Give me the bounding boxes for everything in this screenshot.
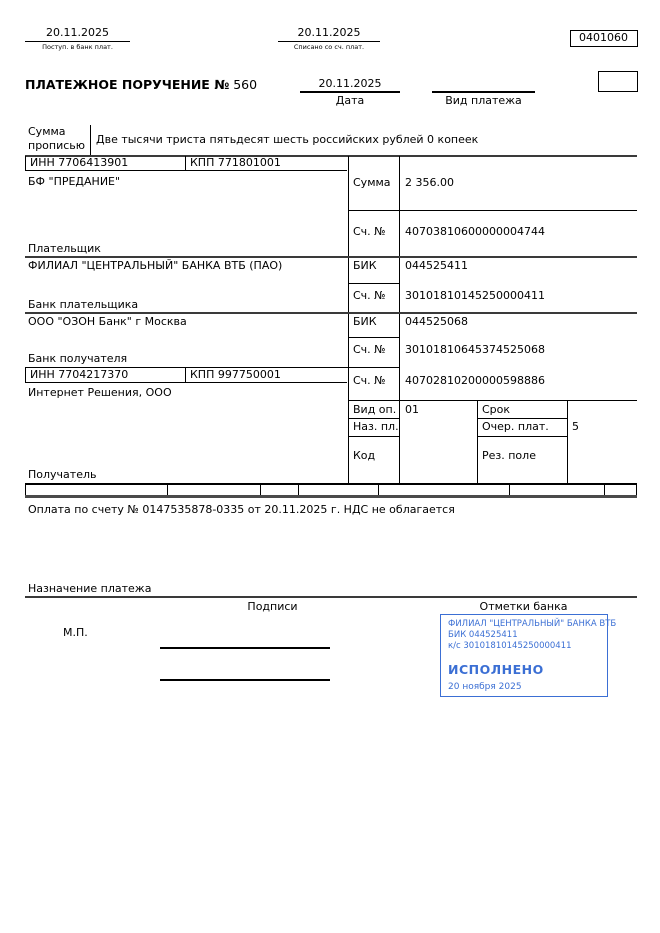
- amount-words-label-2: прописью: [28, 139, 86, 152]
- table-divider-main: [348, 156, 349, 483]
- cell-border: [25, 367, 26, 382]
- payer-account: 40703810600000004744: [405, 225, 545, 238]
- date-debited: 20.11.2025: [297, 26, 361, 39]
- cell-border: [477, 418, 567, 419]
- payer-bank-label: Банк плательщика: [28, 298, 139, 311]
- section-line: [25, 483, 637, 485]
- signature-line-2: [160, 679, 330, 681]
- cell-border: [348, 400, 637, 401]
- document-title: [25, 78, 257, 92]
- payee-name: Интернет Решения, ООО: [28, 386, 172, 399]
- payee-bank-bik: 044525068: [405, 315, 468, 328]
- payee-label: Получатель: [28, 468, 97, 481]
- payer-bank-name: ФИЛИАЛ "ЦЕНТРАЛЬНЫЙ" БАНКА ВТБ (ПАО): [28, 259, 283, 272]
- payer-kpp: КПП 771801001: [190, 156, 281, 169]
- payer-bank-bik-label: БИК: [353, 259, 377, 272]
- purpose-text: Оплата по счету № 0147535878-0335 от 20.11.2025 г. НДС не облагается: [28, 503, 455, 516]
- document-number: 560: [233, 77, 258, 92]
- form-code-box: [570, 30, 638, 47]
- payee-kpp: КПП 997750001: [190, 368, 281, 381]
- cell-border: [477, 436, 567, 437]
- payer-name: БФ "ПРЕДАНИЕ": [28, 175, 121, 188]
- mp-label: М.П.: [63, 626, 88, 639]
- payer-label: Плательщик: [28, 242, 101, 255]
- cell-border: [348, 283, 399, 284]
- stamp-status: ИСПОЛНЕНО: [448, 662, 544, 677]
- section-line-thick: [25, 495, 637, 498]
- amount-label: Сумма: [353, 176, 391, 189]
- strip-cell-border: [260, 483, 261, 495]
- payee-bank-account-label: Сч. №: [353, 343, 386, 356]
- cell-border: [477, 400, 478, 483]
- strip-cell-border: [636, 483, 637, 495]
- amount-in-words: Две тысячи триста пятьдесят шесть российских рублей 0 копеек: [96, 133, 479, 146]
- cell-border: [185, 156, 186, 170]
- payee-bank-name: ООО "ОЗОН Банк" г Москва: [28, 315, 187, 328]
- stamp-date: 20 ноября 2025: [448, 682, 522, 692]
- document-date: 20.11.2025: [318, 77, 382, 90]
- cell-border: [567, 400, 568, 483]
- amount-words-divider: [90, 125, 91, 156]
- form-code: 0401060: [579, 31, 628, 44]
- stamp-bik: БИК 044525411: [448, 630, 518, 640]
- amount-value: 2 356.00: [405, 176, 454, 189]
- purpose-kind-label: Наз. пл.: [353, 420, 399, 433]
- cell-border: [25, 156, 26, 170]
- payee-account-label: Сч. №: [353, 374, 386, 387]
- amount-words-label-1: Сумма: [28, 125, 66, 138]
- payer-bank-bik: 044525411: [405, 259, 468, 272]
- strip-cell-border: [298, 483, 299, 495]
- date-received: 20.11.2025: [46, 26, 109, 39]
- payment-type-underline: [432, 91, 535, 93]
- cell-border: [348, 418, 399, 419]
- payer-bank-corr-account: 30101810145250000411: [405, 289, 545, 302]
- strip-cell-border: [509, 483, 510, 495]
- op-type-value: 01: [405, 403, 419, 416]
- payee-account: 40702810200000598886: [405, 374, 545, 387]
- date-debited-underline: [278, 41, 380, 42]
- cell-border: [348, 210, 637, 211]
- section-line: [25, 312, 637, 314]
- priority-label: Очер. плат.: [482, 420, 549, 433]
- strip-cell-border: [167, 483, 168, 495]
- payee-bank-corr-account: 30101810645374525068: [405, 343, 545, 356]
- payer-inn: ИНН 7706413901: [30, 156, 129, 169]
- stamp-corr-account: к/с 30101810145250000411: [448, 641, 572, 651]
- payer-account-label: Сч. №: [353, 225, 386, 238]
- title-text: ПЛАТЕЖНОЕ ПОРУЧЕНИЕ №: [25, 77, 230, 92]
- cell-border: [185, 367, 186, 382]
- payee-bank-label: Банк получателя: [28, 352, 128, 365]
- section-line: [25, 256, 637, 258]
- payment-type-label: Вид платежа: [445, 94, 522, 107]
- date-received-underline: [25, 41, 130, 42]
- stamp-bank-name: ФИЛИАЛ "ЦЕНТРАЛЬНЫЙ" БАНКА ВТБ: [448, 619, 617, 629]
- status-box-empty: [598, 71, 638, 92]
- cell-border: [348, 337, 399, 338]
- signature-line-1: [160, 647, 330, 649]
- bank-marks-label: Отметки банка: [479, 600, 568, 613]
- payer-bank-account-label: Сч. №: [353, 289, 386, 302]
- purpose-label: Назначение платежа: [28, 582, 152, 595]
- date-debited-label: Списано со сч. плат.: [293, 43, 365, 51]
- cell-border: [25, 382, 347, 383]
- section-line: [25, 596, 637, 598]
- strip-cell-border: [25, 483, 26, 495]
- priority-value: 5: [572, 420, 579, 433]
- bank-stamp: [440, 614, 617, 697]
- cell-border: [348, 436, 399, 437]
- date-label: Дата: [335, 94, 365, 107]
- strip-cell-border: [604, 483, 605, 495]
- document-date-underline: [300, 91, 400, 93]
- op-type-label: Вид оп.: [353, 403, 397, 416]
- signatures-label: Подписи: [247, 600, 298, 613]
- payee-inn: ИНН 7704217370: [30, 368, 129, 381]
- reserve-field-label: Рез. поле: [482, 449, 536, 462]
- code-label: Код: [353, 449, 376, 462]
- strip-cell-border: [378, 483, 379, 495]
- date-received-label: Поступ. в банк плат.: [42, 43, 113, 51]
- payee-bank-bik-label: БИК: [353, 315, 377, 328]
- table-divider-labels: [399, 156, 400, 483]
- term-label: Срок: [482, 403, 511, 416]
- cell-border: [25, 170, 347, 171]
